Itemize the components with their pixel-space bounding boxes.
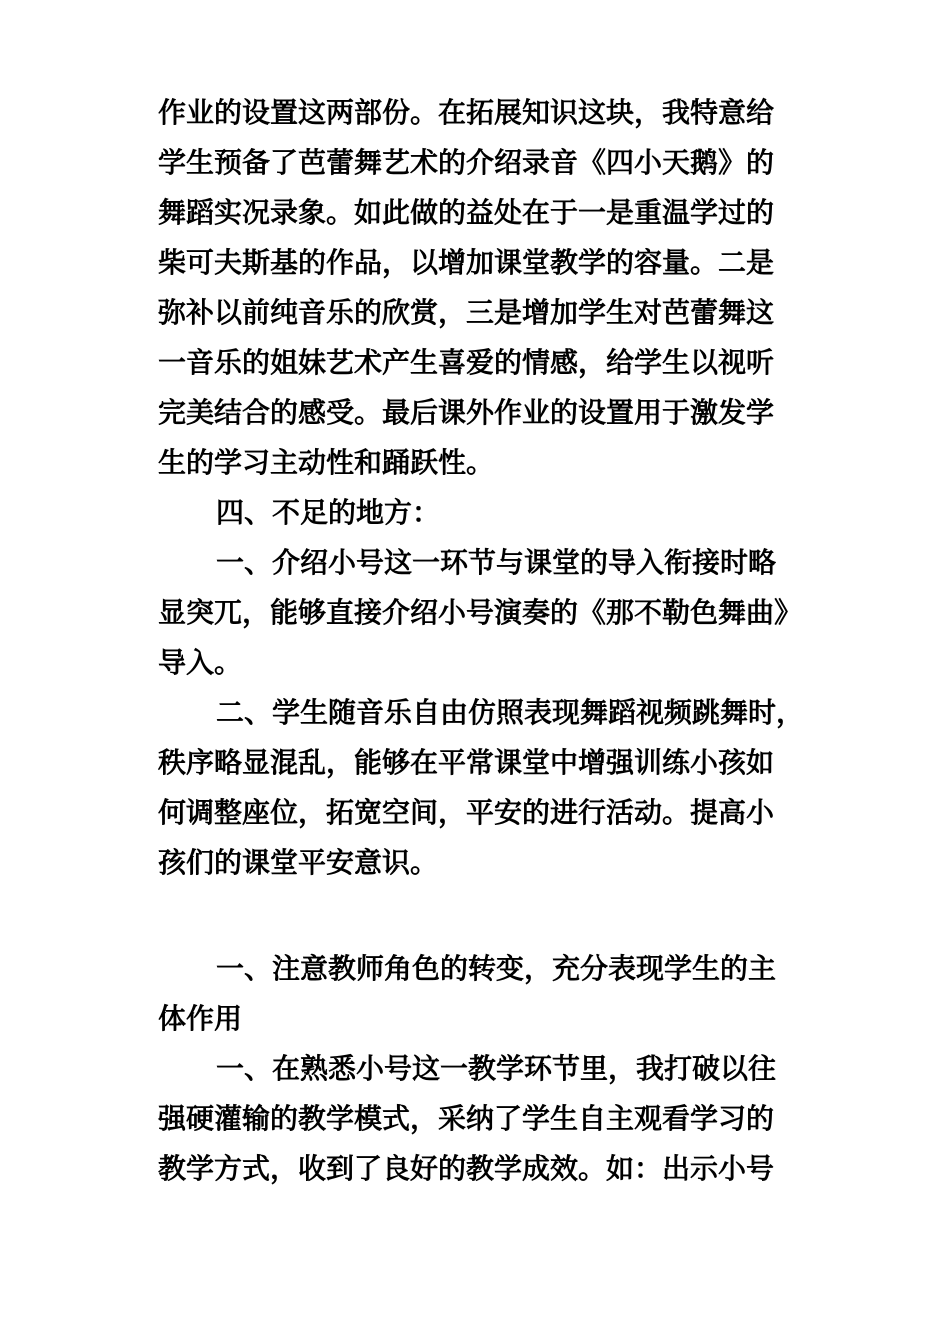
paragraph-spacer xyxy=(158,888,798,944)
text-line: 导入。 xyxy=(158,646,243,679)
text-line: 一、介绍小号这一环节与课堂的导入衔接时略 xyxy=(216,546,777,579)
text-line: 作业的设置这两部份。在拓展知识这块，我特意给 xyxy=(158,96,775,129)
text-line: 孩们的课堂平安意识。 xyxy=(158,846,439,879)
text-line: 一音乐的姐妹艺术产生喜爱的情感，给学生以视听 xyxy=(158,346,775,379)
text-line: 显突兀，能够直接介绍小号演奏的《那不勒色舞曲》 xyxy=(158,596,803,629)
text-line: 强硬灌输的教学模式，采纳了学生自主观看学习的 xyxy=(158,1102,775,1135)
text-line: 秩序略显混乱，能够在平常课堂中增强训练小孩如 xyxy=(158,746,775,779)
paragraph-trumpet-teaching xyxy=(158,1044,798,1194)
paragraph-extension-knowledge xyxy=(158,88,798,488)
text-line: 一、在熟悉小号这一教学环节里，我打破以往 xyxy=(216,1052,777,1085)
text-line: 学生预备了芭蕾舞艺术的介绍录音《四小天鹅》的 xyxy=(158,146,775,179)
text-line: 完美结合的感受。最后课外作业的设置用于激发学 xyxy=(158,396,775,429)
section-heading-shortcomings: 四、不足的地方： xyxy=(216,496,441,529)
text-line: 二、学生随音乐自由仿照表现舞蹈视频跳舞时， xyxy=(216,696,805,729)
document-body xyxy=(158,88,805,1194)
text-line: 舞蹈实况录象。如此做的益处在于一是重温学过的 xyxy=(158,196,775,229)
text-line: 教学方式，收到了良好的教学成效。如：出示小号 xyxy=(158,1152,775,1185)
text-line: 生的学习主动性和踊跃性。 xyxy=(158,446,495,479)
text-line: 体作用 xyxy=(158,1002,243,1035)
paragraph-shortcoming-two xyxy=(158,688,805,888)
paragraph-teacher-role xyxy=(158,944,798,1044)
text-line: 柴可夫斯基的作品，以增加课堂教学的容量。二是 xyxy=(158,246,775,279)
paragraph-shortcoming-one xyxy=(158,538,803,688)
text-line: 弥补以前纯音乐的欣赏，三是增加学生对芭蕾舞这 xyxy=(158,296,775,329)
text-line: 何调整座位，拓宽空间，平安的进行活动。提高小 xyxy=(158,796,775,829)
text-line: 一、注意教师角色的转变，充分表现学生的主 xyxy=(216,952,777,985)
